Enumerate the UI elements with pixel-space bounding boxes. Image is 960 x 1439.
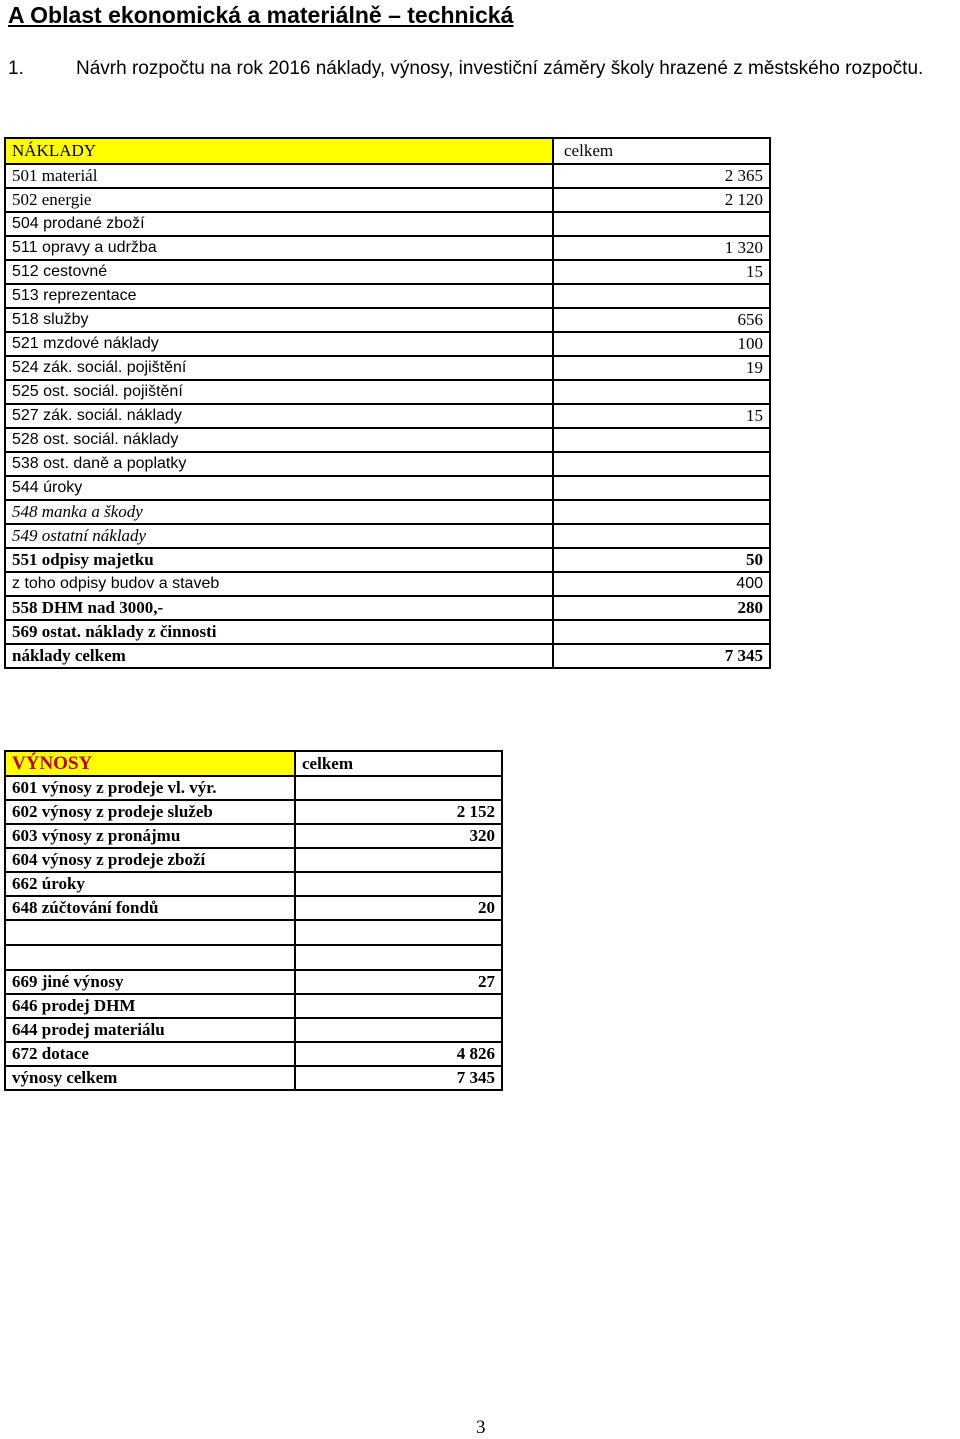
vynosy-row xyxy=(5,1042,502,1066)
naklady-col-header: celkem xyxy=(553,138,770,164)
vynosy-row-value xyxy=(295,994,502,1018)
vynosy-row-label xyxy=(5,945,295,970)
naklady-row-value xyxy=(553,476,770,500)
vynosy-row xyxy=(5,994,502,1018)
naklady-total-label: náklady celkem xyxy=(5,644,553,668)
vynosy-row-value xyxy=(295,872,502,896)
naklady-row-value: 2 120 xyxy=(553,188,770,212)
naklady-row-label: 511 opravy a udržba xyxy=(5,236,553,260)
naklady-row-label: 502 energie xyxy=(5,188,553,212)
vynosy-row-label: 604 výnosy z prodeje zboží xyxy=(5,848,295,872)
vynosy-header-row xyxy=(5,751,502,776)
naklady-row-label: 538 ost. daně a poplatky xyxy=(5,452,553,476)
intro-number: 1. xyxy=(8,58,24,79)
vynosy-row xyxy=(5,1018,502,1042)
vynosy-row-value: 20 xyxy=(295,896,502,920)
vynosy-row xyxy=(5,896,502,920)
naklady-row xyxy=(5,380,770,404)
naklady-row xyxy=(5,620,770,644)
naklady-row-value: 50 xyxy=(553,548,770,572)
naklady-row-label: 524 zák. sociál. pojištění xyxy=(5,356,553,380)
vynosy-row-label: 646 prodej DHM xyxy=(5,994,295,1018)
naklady-row-label: 569 ostat. náklady z činnosti xyxy=(5,620,553,644)
vynosy-col-header: celkem xyxy=(295,751,502,776)
vynosy-table xyxy=(4,750,503,1091)
vynosy-row-value xyxy=(295,776,502,800)
naklady-total-value: 7 345 xyxy=(553,644,770,668)
naklady-row-label: 513 reprezentace xyxy=(5,284,553,308)
vynosy-row-label: 603 výnosy z pronájmu xyxy=(5,824,295,848)
naklady-row xyxy=(5,404,770,428)
naklady-row-value: 100 xyxy=(553,332,770,356)
naklady-row-label: z toho odpisy budov a staveb xyxy=(5,572,553,596)
naklady-row-label: 558 DHM nad 3000,- xyxy=(5,596,553,620)
naklady-row xyxy=(5,308,770,332)
naklady-row-value: 15 xyxy=(553,404,770,428)
vynosy-row xyxy=(5,872,502,896)
intro-paragraph xyxy=(8,56,958,82)
naklady-row-label: 551 odpisy majetku xyxy=(5,548,553,572)
naklady-row-value: 280 xyxy=(553,596,770,620)
naklady-row xyxy=(5,428,770,452)
vynosy-row-label: 669 jiné výnosy xyxy=(5,970,295,994)
vynosy-row-value: 2 152 xyxy=(295,800,502,824)
vynosy-row-value: 27 xyxy=(295,970,502,994)
vynosy-empty-row xyxy=(5,945,502,970)
naklady-row xyxy=(5,572,770,596)
naklady-row xyxy=(5,476,770,500)
vynosy-row-label: 601 výnosy z prodeje vl. výr. xyxy=(5,776,295,800)
naklady-row-value: 19 xyxy=(553,356,770,380)
vynosy-total-value: 7 345 xyxy=(295,1066,502,1090)
vynosy-row-label xyxy=(5,920,295,945)
naklady-title: NÁKLADY xyxy=(5,138,553,164)
vynosy-row xyxy=(5,800,502,824)
vynosy-total-row xyxy=(5,1066,502,1090)
naklady-row xyxy=(5,524,770,548)
naklady-row-label: 525 ost. sociál. pojištění xyxy=(5,380,553,404)
vynosy-row-label: 602 výnosy z prodeje služeb xyxy=(5,800,295,824)
vynosy-title: VÝNOSY xyxy=(5,751,295,776)
naklady-row xyxy=(5,596,770,620)
naklady-row-label: 528 ost. sociál. náklady xyxy=(5,428,553,452)
naklady-row-value xyxy=(553,500,770,524)
vynosy-row-label: 672 dotace xyxy=(5,1042,295,1066)
intro-text: Návrh rozpočtu na rok 2016 náklady, výnosy, investiční záměry školy hrazené z městského rozpočtu. xyxy=(76,58,924,79)
naklady-row-label: 501 materiál xyxy=(5,164,553,188)
naklady-row xyxy=(5,356,770,380)
naklady-row xyxy=(5,188,770,212)
naklady-row-label: 521 mzdové náklady xyxy=(5,332,553,356)
vynosy-row xyxy=(5,824,502,848)
naklady-row xyxy=(5,260,770,284)
section-heading: A Oblast ekonomická a materiálně – technická xyxy=(8,2,514,28)
vynosy-row xyxy=(5,776,502,800)
naklady-row xyxy=(5,164,770,188)
naklady-row-value: 400 xyxy=(553,572,770,596)
naklady-total-row xyxy=(5,644,770,668)
vynosy-row-value xyxy=(295,1018,502,1042)
naklady-row-label: 549 ostatní náklady xyxy=(5,524,553,548)
vynosy-row-value xyxy=(295,920,502,945)
vynosy-row-label: 648 zúčtování fondů xyxy=(5,896,295,920)
vynosy-row-value: 320 xyxy=(295,824,502,848)
naklady-row xyxy=(5,548,770,572)
naklady-row xyxy=(5,284,770,308)
naklady-table xyxy=(4,137,771,669)
naklady-row-label: 527 zák. sociál. náklady xyxy=(5,404,553,428)
naklady-row-label: 504 prodané zboží xyxy=(5,212,553,236)
naklady-row xyxy=(5,452,770,476)
naklady-row xyxy=(5,500,770,524)
vynosy-empty-row xyxy=(5,920,502,945)
naklady-row-value: 656 xyxy=(553,308,770,332)
naklady-row-value: 2 365 xyxy=(553,164,770,188)
page-number: 3 xyxy=(476,1417,486,1438)
naklady-row xyxy=(5,212,770,236)
naklady-row-label: 544 úroky xyxy=(5,476,553,500)
vynosy-total-label: výnosy celkem xyxy=(5,1066,295,1090)
vynosy-row-value xyxy=(295,945,502,970)
vynosy-row xyxy=(5,970,502,994)
naklady-header-row xyxy=(5,138,770,164)
naklady-row-value xyxy=(553,380,770,404)
naklady-row-label: 518 služby xyxy=(5,308,553,332)
naklady-row-value xyxy=(553,284,770,308)
naklady-row-label: 512 cestovné xyxy=(5,260,553,284)
naklady-row-value xyxy=(553,212,770,236)
naklady-row xyxy=(5,236,770,260)
naklady-row-label: 548 manka a škody xyxy=(5,500,553,524)
naklady-row xyxy=(5,332,770,356)
naklady-row-value: 1 320 xyxy=(553,236,770,260)
naklady-row-value xyxy=(553,524,770,548)
vynosy-row xyxy=(5,848,502,872)
naklady-row-value xyxy=(553,428,770,452)
naklady-row-value xyxy=(553,620,770,644)
vynosy-row-label: 662 úroky xyxy=(5,872,295,896)
vynosy-row-label: 644 prodej materiálu xyxy=(5,1018,295,1042)
vynosy-row-value xyxy=(295,848,502,872)
naklady-row-value xyxy=(553,452,770,476)
naklady-row-value: 15 xyxy=(553,260,770,284)
vynosy-row-value: 4 826 xyxy=(295,1042,502,1066)
